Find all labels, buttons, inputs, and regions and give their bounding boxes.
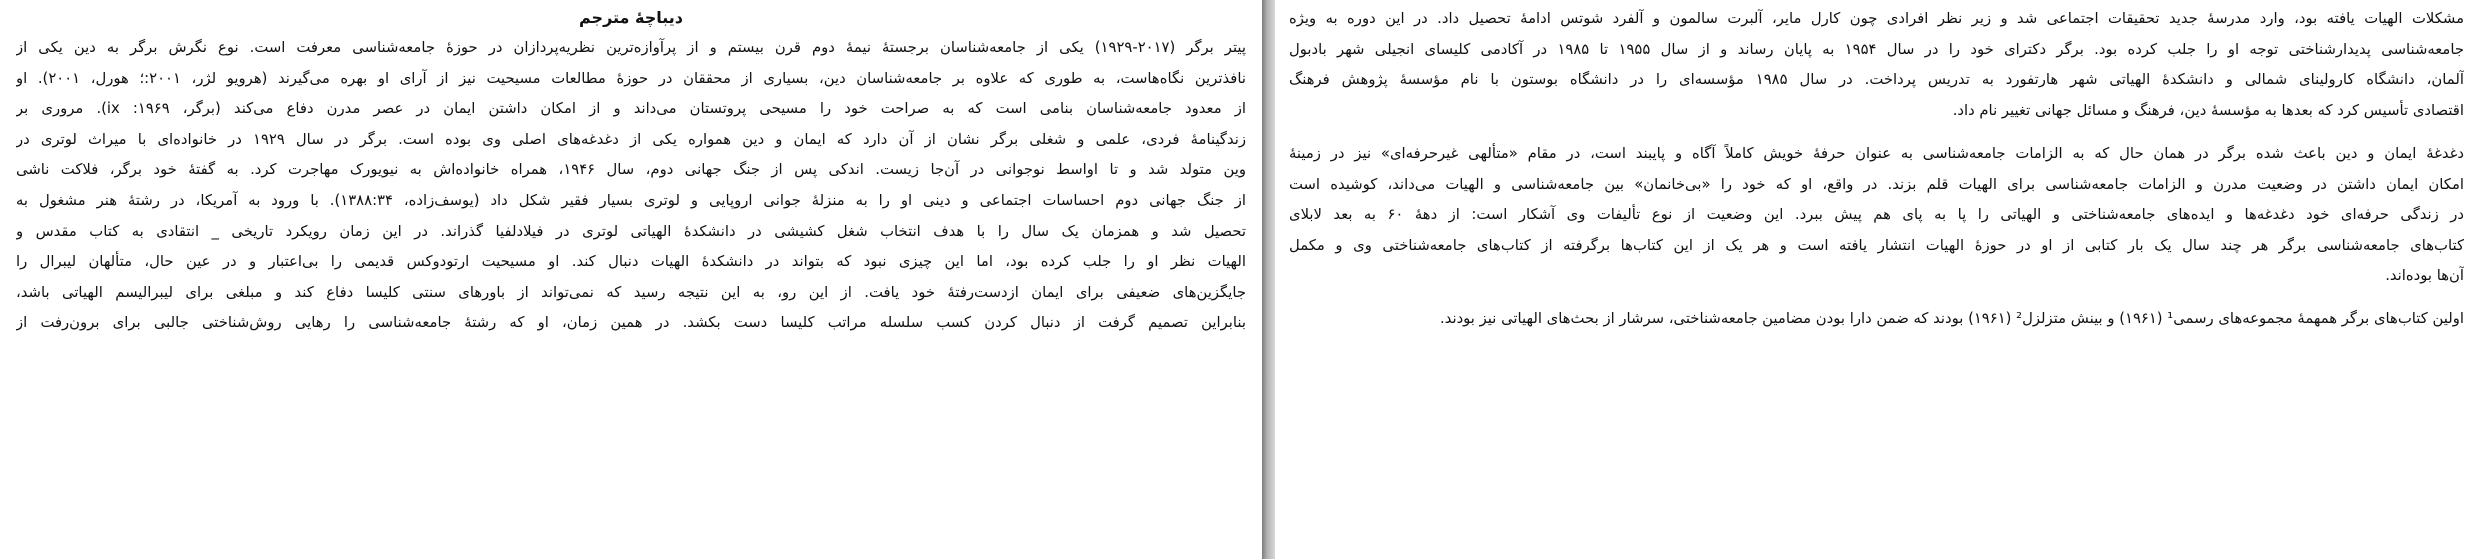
text-line: اولین کتاب‌های برگر همهمهٔ مجموعه‌های رسمی¹ (۱۹۶۱) و بینش متزلزل² (۱۹۶۱) بودند که ضمن دارا بودن مضامین جامعه‌شناختی، سرشار از بحث‌های الهیاتی نیز بودند. [1439, 309, 2464, 327]
book-spine-divider [1262, 0, 1275, 559]
paragraph [1289, 4, 2464, 126]
text-line: بنابراین تصمیم گرفت از دنبال کردن کسب سلسله مراتب کلیسا دست بکشد. در همین زمان، او که رشتهٔ جامعه‌شناسی را رهایی روش‌شناختی جالبی برای برون‌رفت از [16, 314, 1246, 332]
text-line: آن‌ها بوده‌اند. [2385, 267, 2464, 284]
paragraph [1289, 304, 2464, 335]
text-line: جامعه‌شناسی پدیدارشناختی توجه او را جلب کرده بود. برگر دکترای خود را در سال ۱۹۵۴ به پایان رساند و از سال ۱۹۵۵ تا ۱۹۸۵ در آکادمی کلیسای انجیلی شهر بادبول [1289, 40, 2464, 58]
text-line: اقتصادی تأسیس کرد که بعدها به مؤسسهٔ دین، فرهنگ و مسائل جهانی تغییر نام داد. [1952, 101, 2464, 119]
text-line: الهیات نظر او را جلب کرده بود، اما این چیزی نبود که بتواند در دانشکدهٔ الهیات دنبال کند. او مسیحیت ارتودوکس قدیمی را بی‌اعتبار و در عین حال، متألهان لیبرال را [16, 253, 1246, 271]
text-line: جایگزین‌های ضعیفی برای ایمان ازدست‌رفتهٔ خود یافت. از این رو، به این نتیجه رسید که نمی‌تواند از باورهای سنتی کلیسا دفاع کند و مبلغی برای لیبرالیسم الهیاتی باشد، [16, 283, 1246, 301]
text-line: از جنگ جهانی دوم احساسات اجتماعی و دینی او را به منزلهٔ جوانی اروپایی و لوتری بسیار فقیر شکل داد (یوسف‌زاده، ۱۳۸۸:۳۴). با ورود به آمریکا، در رشتهٔ هنر مشغول به [16, 191, 1246, 209]
text-line: وین متولد شد و تا اواسط نوجوانی در آن‌جا زیست. اندکی پس از جنگ جهانی دوم، سال ۱۹۴۶، همراه خانواده‌اش به نیویورک مهاجرت کرد. به گفتهٔ خود برگر، فلاکت ناشی [16, 161, 1246, 179]
text-line: زندگینامهٔ فردی، علمی و شغلی برگر نشان از آن دارد که ایمان و دین همواره یکی از دغدغه‌های اصلی وی بوده است. برگر در سال ۱۹۲۹ در خانواده‌ای با میراث لوتری در [16, 130, 1246, 148]
text-line: تحصیل شد و همزمان یک سال را با هدف انتخاب شغل کشیشی در دانشکدهٔ الهیاتی لوتری در فیلادلفیا گذراند. در این زمان رویکرد تاریخی _ انتقادی به کتاب مقدس و [16, 222, 1246, 240]
text-line: امکان ایمان داشتن در وضعیت مدرن و الزامات جامعه‌شناسی برای الهیات قلم بزند. در واقع، او که خود را «بی‌خانمان» بین جامعه‌شناسی و الهیات می‌داند، کوشیده است [1289, 175, 2464, 193]
text-line: از معدود جامعه‌شناسان بنامی است که به صراحت خود را مسیحی پروتستان می‌داند و از امکان داشتن ایمان در عصر مدرن دفاع می‌کند (برگر، ۱۹۶۹: ix). مروری بر [16, 100, 1246, 118]
text-line: مشکلات الهیات یافته بود، وارد مدرسهٔ جدید تحقیقات اجتماعی شد و زیر نظر افرادی چون کارل مایر، آلبرت سالمون و آلفرد شوتس ادامهٔ تحصیل داد. در این دوره به ویژه [1289, 10, 2464, 27]
text-line: آلمان، دانشگاه کارولینای شمالی و دانشکدهٔ الهیاتی شهر هارتفورد به تدریس پرداخت. در سال ۱۹۸۵ مؤسسه‌ای را در دانشگاه بوستون با نام مؤسسهٔ پژوهش فرهنگ [1289, 71, 2464, 88]
text-line: در زندگی حرفه‌ای خود دغدغه‌ها و ایده‌های جامعه‌شناختی و الهیاتی را پا به پای هم پیش ببرد. این وضعیت از نوع تألیفات وی آشکار است: از دههٔ ۶۰ به بعد لابلای [1289, 206, 2464, 223]
text-line: دغدغهٔ ایمان و دین باعث شده برگر در همان حال که به الزامات جامعه‌شناسی به عنوان حرفهٔ خویش کاملاً آگاه و پایبند است، در مقام «متألهی غیرحرفه‌ای» نیز در زمینهٔ [1289, 145, 2464, 162]
text-line: پیتر برگر (۲۰۱۷-۱۹۲۹) یکی از جامعه‌شناسان برجستهٔ نیمهٔ دوم قرن بیستم و از پرآوازه‌ترین نظریه‌پردازان در حوزهٔ جامعه‌شناسی معرفت است. نوع نگرش برگر به دین یکی از [16, 39, 1246, 56]
paragraph-gap [1289, 292, 2464, 304]
page-heading: دیباچهٔ مترجم [578, 8, 684, 27]
paragraph [1289, 139, 2464, 292]
text-line: کتاب‌های جامعه‌شناسی برگر هر چند سال یک بار کتابی از او در حوزهٔ الهیات انتشار یافته است و هر یک از این کتاب‌ها برگرفته از کتاب‌های جامعه‌شناختی وی و مکمل [1289, 236, 2464, 254]
paragraph-gap [1289, 126, 2464, 139]
text-line: نافذترین نگاه‌هاست، به طوری که علاوه بر جامعه‌شناسان دین، بسیاری از محققان در حوزهٔ مطالعات مسیحیت نیز از آرای او بهره می‌گیرند (هرویو لژر، ۲۰۰۱:؛ هورل، ۲۰۰۱). او [16, 69, 1246, 87]
right-page [1275, 0, 2485, 559]
